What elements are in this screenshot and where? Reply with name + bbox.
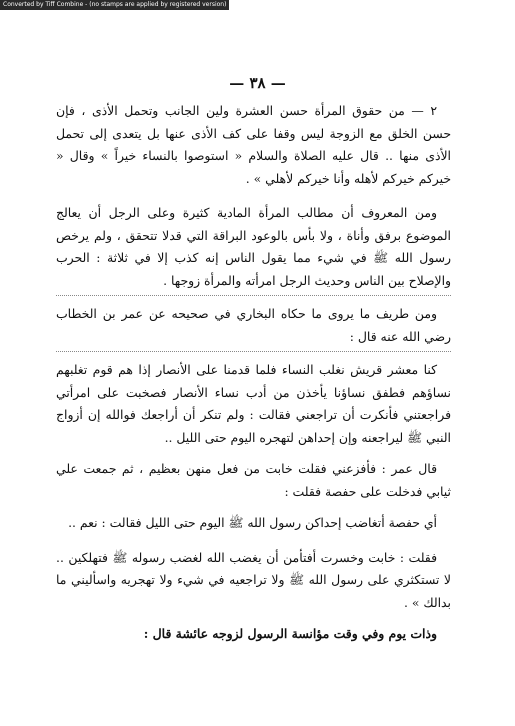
divider: [56, 351, 451, 352]
paragraph-women-rights: ٢ — من حقوق المرأة حسن العشرة ولين الجانب وتحمل الأذى ، فإن حسن الخلق مع الزوجة ليس وقفا على كف الأذى عنها بل يتعدى إلى تحمل الأذى منها .. قال عليه الصلاة والسلام « استوصوا بالنساء خيراً » وقال « خيركم خيركم لأهله وأنا خيركم لأهلي » .: [56, 103, 451, 186]
divider: [56, 295, 451, 296]
paragraph-material-demands: ومن المعروف أن مطالب المرأة المادية كثيرة وعلى الرجل أن يعالج الموضوع برفق وأناة ، ولا بأس بالوعود البراقة التي قدلا تتحقق ، ولم يرخص رسول الله ﷺ في شيء مما يقول الناس إنه كذب إلا في ثلاثة : الحرب والإصلاح بين الناس وحديث الرجل امرأته والمرأة زوجها .: [56, 205, 451, 288]
paragraph-umar-says: قال عمر : فأفزعني فقلت خابت من فعل منهن بعظيم ، ثم جمعت علي ثيابي فدخلت على حفصة فقلت :: [56, 461, 451, 499]
paragraph-hafsa-question: أي حفصة أتغاضب إحداكن رسول الله ﷺ اليوم حتى الليل فقالت : نعم ..: [68, 515, 437, 530]
page-number: — ٣٨ —: [229, 74, 286, 92]
page-body: [56, 100, 451, 646]
paragraph-umar-warning: فقلت : خابت وخسرت أفتأمن أن يغضب الله لغضب رسوله ﷺ فتهلكين .. لا تستكثري على رسول الله ﷺ ولا تراجعيه في شيء ولا تهجريه واسأليني ما بدالك » .: [56, 549, 451, 610]
paragraph-bukhari-intro: ومن طريف ما يروى ما حكاه البخاري في صحيحه عن عمر بن الخطاب رضي الله عنه قال :: [56, 306, 451, 344]
paragraph-aisha-intro: وذات يوم وفي وقت مؤانسة الرسول لزوجه عائشة قال :: [143, 626, 437, 641]
converter-watermark: Converted by Tiff Combine - (no stamps are applied by registered version): [0, 0, 229, 10]
paragraph-umar-narration: كنا معشر قريش نغلب النساء فلما قدمنا على الأنصار إذا هم قوم تغلبهم نساؤهم فطفق نساؤنا يأخذن من أدب نساء الأنصار فصخبت على امرأتي فراجعتني فأنكرت أن تراجعني فقالت : ولم تنكر أن أراجعك فوالله إن أزواج النبي ﷺ ليراجعنه وإن إحداهن لتهجره اليوم حتى الليل ..: [56, 362, 451, 445]
